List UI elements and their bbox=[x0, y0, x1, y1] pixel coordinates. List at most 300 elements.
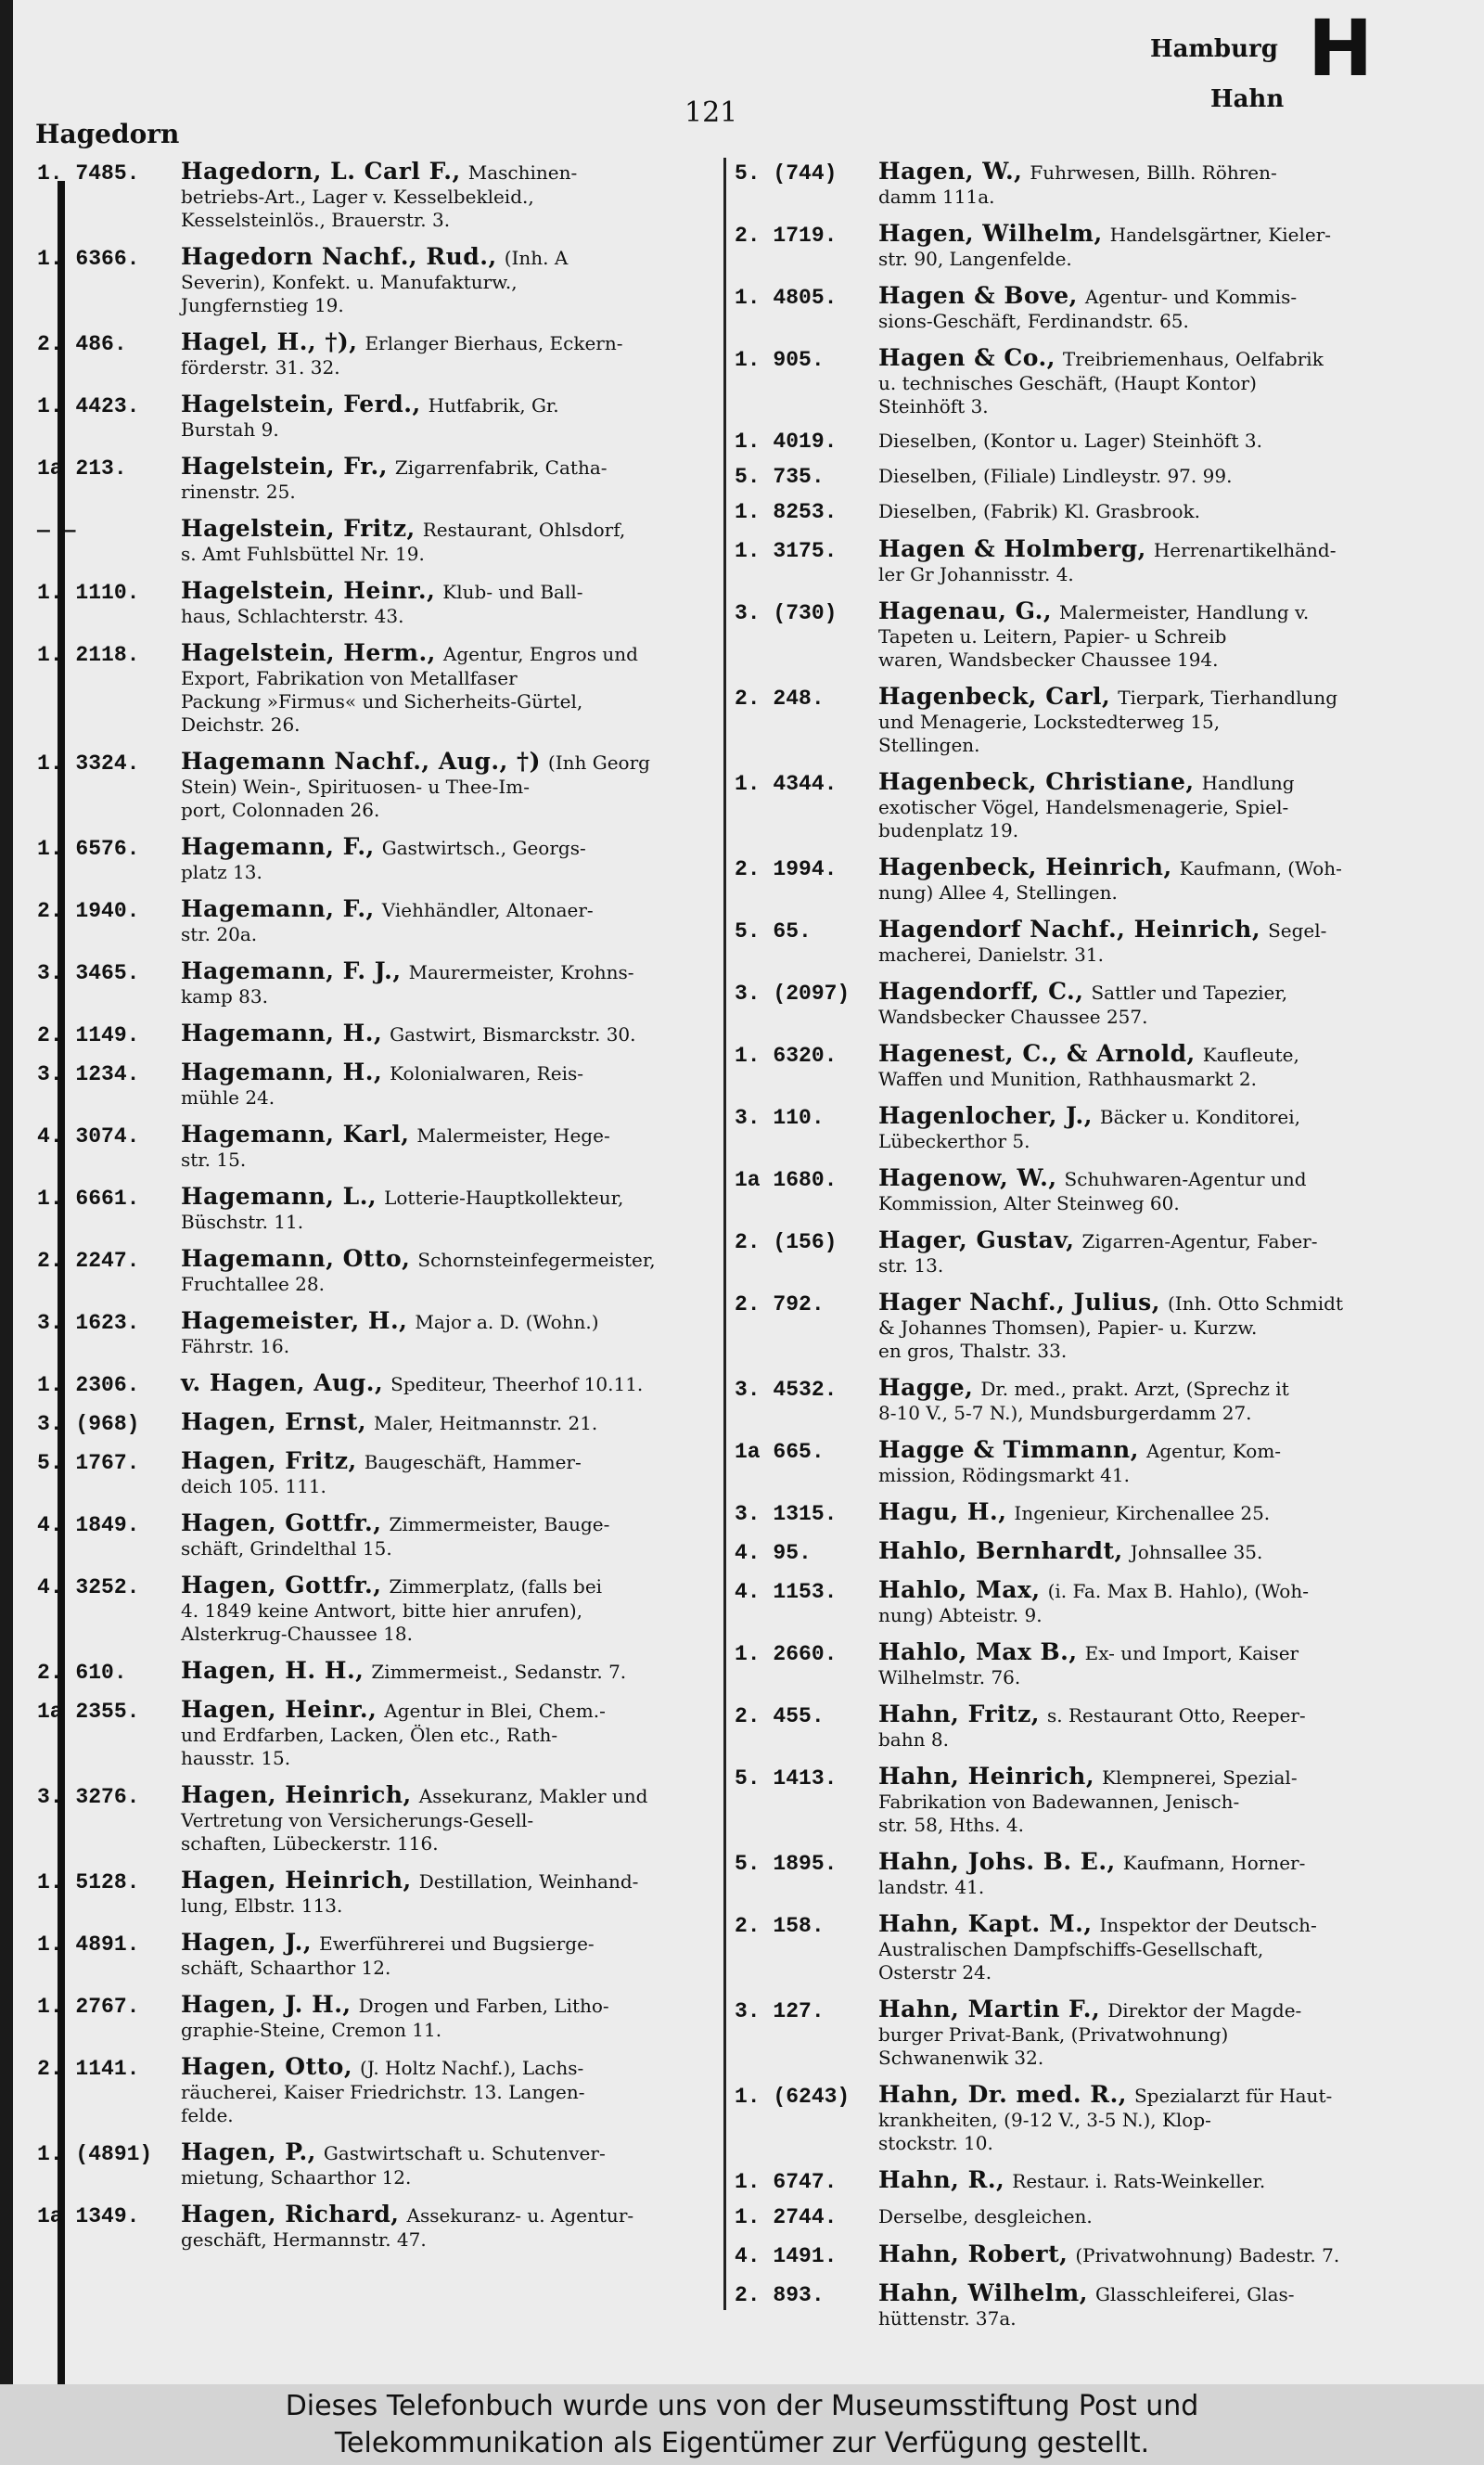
entry-description: Kaufmann, (Woh- bbox=[1179, 857, 1342, 879]
directory-entry bbox=[735, 683, 1449, 757]
entry-description: Tierpark, Tierhandlung bbox=[1118, 687, 1338, 709]
phone-number: 1. 4805. bbox=[735, 286, 838, 310]
entry-description: Malermeister, Handlung v. bbox=[1059, 601, 1310, 623]
entry-description: Zigarrenfabrik, Catha- bbox=[394, 456, 608, 479]
directory-entry bbox=[735, 1848, 1449, 1899]
entry-description: Agentur, Engros und bbox=[442, 643, 638, 665]
entry-continuation: schäft, Schaarthor 12. bbox=[181, 1957, 391, 1979]
entry-continuation: schäft, Grindelthal 15. bbox=[181, 1537, 392, 1560]
entry-description: Ingenieur, Kirchenallee 25. bbox=[1014, 1502, 1271, 1524]
entry-continuation: Tapeten u. Leitern, Papier- u Schreib bbox=[878, 625, 1227, 648]
entry-continuation: Fährstr. 16. bbox=[181, 1335, 290, 1357]
entry-name: Hagge, bbox=[878, 1374, 974, 1401]
entry-continuation: Fabrikation von Badewannen, Jenisch- bbox=[878, 1791, 1240, 1813]
entry-name: Hagenbeck, Christiane, bbox=[878, 768, 1195, 795]
directory-entry bbox=[37, 243, 714, 317]
entry-description: Drogen und Farben, Litho- bbox=[358, 1995, 609, 2017]
entry-continuation: Osterstr 24. bbox=[878, 1961, 992, 1984]
phone-number: 1. 6661. bbox=[37, 1187, 140, 1211]
entry-description: Agentur, Kom- bbox=[1145, 1440, 1282, 1462]
directory-entry bbox=[735, 597, 1449, 672]
entry-description: Zimmermeist., Sedanstr. 7. bbox=[371, 1661, 627, 1683]
phone-number: 2. 1719. bbox=[735, 224, 838, 248]
entry-description: Treibriemenhaus, Oelfabrik bbox=[1062, 348, 1324, 370]
entry-continuation: mühle 24. bbox=[181, 1086, 275, 1109]
entry-name: Hagen, J., bbox=[181, 1929, 313, 1956]
entry-continuation: kamp 83. bbox=[181, 985, 268, 1008]
entry-name: Hagemann, Karl, bbox=[181, 1121, 410, 1148]
entry-name: Hagen, Fritz, bbox=[181, 1447, 357, 1474]
entry-name: Hagemann, H., bbox=[181, 1020, 383, 1046]
phone-number: 3. 3465. bbox=[37, 961, 140, 985]
directory-entry bbox=[735, 1638, 1449, 1689]
entry-continuation: Kommission, Alter Steinweg 60. bbox=[878, 1192, 1180, 1214]
entry-name: Hahn, R., bbox=[878, 2166, 1005, 2193]
phone-number: 3. 110. bbox=[735, 1106, 825, 1130]
entry-continuation: Packung »Firmus« und Sicherheits-Gürtel, bbox=[181, 690, 583, 713]
phone-number: 1. 6576. bbox=[37, 837, 140, 861]
entry-continuation: exotischer Vögel, Handelsmenagerie, Spiel- bbox=[878, 796, 1289, 818]
entry-description: Maurermeister, Krohns- bbox=[408, 961, 634, 983]
phone-number: 5. 1413. bbox=[735, 1766, 838, 1791]
entry-name: Hagu, H., bbox=[878, 1498, 1007, 1525]
entry-description: Ewerführerei und Bugsierge- bbox=[319, 1932, 595, 1955]
phone-number: 2. 1940. bbox=[37, 899, 140, 923]
entry-continuation: burger Privat-Bank, (Privatwohnung) bbox=[878, 2023, 1229, 2046]
entry-continuation: s. Amt Fuhlsbüttel Nr. 19. bbox=[181, 543, 425, 565]
entry-name: Hagenbeck, Carl, bbox=[878, 683, 1111, 710]
entry-continuation: Jungfernstieg 19. bbox=[181, 294, 344, 316]
entry-name: Hahn, Kapt. M., bbox=[878, 1910, 1093, 1937]
entry-description: Klub- und Ball- bbox=[442, 581, 583, 603]
entry-continuation: Stein) Wein-, Spirituosen- u Thee-Im- bbox=[181, 776, 530, 798]
entry-continuation: nung) Allee 4, Stellingen. bbox=[878, 881, 1118, 904]
entry-name: Hagen, Richard, bbox=[181, 2201, 400, 2227]
entry-name: Hagen, J. H., bbox=[181, 1991, 352, 2018]
directory-entry bbox=[37, 1509, 714, 1560]
phone-number: 1. (6243) bbox=[735, 2085, 851, 2109]
entry-name: Hagen, Ernst, bbox=[181, 1408, 367, 1435]
city-heading: Hamburg bbox=[1150, 35, 1278, 63]
phone-number: 1a 213. bbox=[37, 456, 127, 481]
directory-entry bbox=[735, 1910, 1449, 1984]
entry-continuation: Lübeckerthor 5. bbox=[878, 1130, 1030, 1152]
entry-description: Assekuranz, Makler und bbox=[418, 1785, 648, 1807]
entry-description: Herrenartikelhänd- bbox=[1153, 539, 1337, 561]
entry-name: Hagen & Bove, bbox=[878, 282, 1078, 309]
entry-name: Hahn, Robert, bbox=[878, 2240, 1068, 2267]
directory-entry bbox=[735, 854, 1449, 905]
phone-number: 2. 610. bbox=[37, 1661, 127, 1685]
entry-description: Agentur- und Kommis- bbox=[1084, 286, 1298, 308]
entry-name: Hagenlocher, J., bbox=[878, 1102, 1093, 1129]
entry-continuation: hüttenstr. 37a. bbox=[878, 2307, 1017, 2330]
entry-continuation: Kesselsteinlös., Brauerstr. 3. bbox=[181, 209, 451, 231]
directory-entry bbox=[37, 1696, 714, 1770]
phone-number: 1. 3175. bbox=[735, 539, 838, 563]
entry-name: Hahn, Dr. med. R., bbox=[878, 2081, 1127, 2108]
directory-entry bbox=[735, 2240, 1449, 2268]
entry-continuation: Waffen und Munition, Rathhausmarkt 2. bbox=[878, 1068, 1258, 1090]
phone-number: 4. 95. bbox=[735, 1541, 812, 1565]
entry-continuation: 4. 1849 keine Antwort, bitte hier anrufen), bbox=[181, 1599, 582, 1622]
directory-entry bbox=[37, 1408, 714, 1436]
entry-description: (i. Fa. Max B. Hahlo), (Woh- bbox=[1047, 1580, 1309, 1602]
entry-description: Restaur. i. Rats-Weinkeller. bbox=[1012, 2170, 1266, 2192]
entry-continuation: förderstr. 31. 32. bbox=[181, 356, 340, 379]
directory-entry bbox=[37, 1657, 714, 1685]
entry-continuation: geschäft, Hermannstr. 47. bbox=[181, 2228, 427, 2251]
directory-entry bbox=[37, 833, 714, 884]
phone-number: 1a 1349. bbox=[37, 2204, 140, 2228]
entry-continuation: port, Colonnaden 26. bbox=[181, 799, 380, 821]
entry-description: Dieselben, (Kontor u. Lager) Steinhöft 3. bbox=[878, 430, 1262, 452]
phone-number: 3. 3276. bbox=[37, 1785, 140, 1809]
directory-entry bbox=[735, 1289, 1449, 1363]
entry-description: Major a. D. (Wohn.) bbox=[415, 1311, 599, 1333]
entry-description: Malermeister, Hege- bbox=[416, 1124, 610, 1147]
entry-name: Hagendorff, C., bbox=[878, 978, 1084, 1005]
directory-entry bbox=[735, 535, 1449, 586]
entry-description: (Inh Georg bbox=[547, 751, 650, 774]
phone-number: 1. 6747. bbox=[735, 2170, 838, 2194]
entry-continuation: Severin), Konfekt. u. Manufakturw., bbox=[181, 271, 518, 293]
entry-description: Dr. med., prakt. Arzt, (Sprechz it bbox=[980, 1378, 1289, 1400]
entry-name: Hagen, W., bbox=[878, 158, 1023, 185]
entry-description: Sattler und Tapezier, bbox=[1091, 982, 1288, 1004]
entry-continuation: damm 111a. bbox=[878, 186, 995, 208]
entry-description: Spezialarzt für Haut- bbox=[1133, 2085, 1333, 2107]
directory-entry bbox=[735, 220, 1449, 271]
directory-entry bbox=[735, 978, 1449, 1029]
entry-name: Hagenau, G., bbox=[878, 597, 1053, 624]
entry-continuation: Schwanenwik 32. bbox=[878, 2047, 1044, 2069]
phone-number: 1. (4891) bbox=[37, 2142, 153, 2166]
phone-number: 3. 127. bbox=[735, 1999, 825, 2023]
entry-description: (J. Holtz Nachf.), Lachs- bbox=[360, 2057, 584, 2079]
entry-description: (Privatwohnung) Badestr. 7. bbox=[1075, 2244, 1340, 2266]
entry-description: Lotterie-Hauptkollekteur, bbox=[384, 1187, 624, 1209]
entry-description: Fuhrwesen, Billh. Röhren- bbox=[1030, 161, 1277, 184]
directory-entry bbox=[735, 1763, 1449, 1837]
entry-description: Destillation, Weinhand- bbox=[418, 1870, 639, 1893]
entry-name: Hagenest, C., & Arnold, bbox=[878, 1040, 1196, 1067]
directory-entry bbox=[37, 639, 714, 737]
entry-continuation: waren, Wandsbecker Chaussee 194. bbox=[878, 648, 1219, 671]
entry-description: Viehhändler, Altonaer- bbox=[381, 899, 594, 921]
directory-entry bbox=[735, 1102, 1449, 1153]
entry-description: Erlanger Bierhaus, Eckern- bbox=[365, 332, 623, 354]
entry-continuation: Vertretung von Versicherungs-Gesell- bbox=[181, 1809, 534, 1831]
phone-number: 2. 1994. bbox=[735, 857, 838, 881]
entry-continuation: Export, Fabrikation von Metallfaser bbox=[181, 667, 518, 689]
phone-number: 1. 2118. bbox=[37, 643, 140, 667]
entry-name: Hagemann, F. J., bbox=[181, 957, 402, 984]
entry-continuation: macherei, Danielstr. 31. bbox=[878, 944, 1104, 966]
directory-entry bbox=[735, 158, 1449, 209]
footer-line-2: Telekommunikation als Eigentümer zur Verfügung gestellt. bbox=[334, 2427, 1150, 2459]
entry-continuation: schaften, Lübeckerstr. 116. bbox=[181, 1832, 439, 1855]
directory-entry bbox=[37, 158, 714, 232]
entry-description: Spediteur, Theerhof 10.11. bbox=[390, 1373, 644, 1395]
entry-continuation: Steinhöft 3. bbox=[878, 395, 989, 417]
entry-continuation: str. 13. bbox=[878, 1254, 944, 1277]
left-running-head: Hagedorn bbox=[35, 119, 180, 149]
entry-name: Hagen, Gottfr., bbox=[181, 1509, 382, 1536]
phone-number: 3. (730) bbox=[735, 601, 838, 625]
entry-continuation: landstr. 41. bbox=[878, 1876, 985, 1898]
entry-continuation: haus, Schlachterstr. 43. bbox=[181, 605, 404, 627]
entry-continuation: und Erdfarben, Lacken, Ölen etc., Rath- bbox=[181, 1724, 558, 1746]
directory-entry bbox=[735, 2205, 1449, 2229]
phone-number: 2. 2247. bbox=[37, 1249, 140, 1273]
footer-notice bbox=[0, 2384, 1484, 2465]
directory-entry bbox=[735, 1701, 1449, 1752]
entry-description: Klempnerei, Spezial- bbox=[1102, 1766, 1298, 1789]
entry-continuation: & Johannes Thomsen), Papier- u. Kurzw. bbox=[878, 1316, 1258, 1339]
entry-continuation: krankheiten, (9-12 V., 3-5 N.), Klop- bbox=[878, 2109, 1211, 2131]
phone-number: 4. 3252. bbox=[37, 1575, 140, 1599]
entry-name: Hagemann Nachf., Aug., †) bbox=[181, 748, 541, 775]
entry-name: Hagemann, F., bbox=[181, 895, 375, 922]
entry-name: Hagelstein, Fritz, bbox=[181, 515, 416, 542]
entry-description: Segel- bbox=[1268, 919, 1327, 942]
entry-continuation: graphie-Steine, Cremon 11. bbox=[181, 2019, 442, 2041]
entry-description: Inspektor der Deutsch- bbox=[1099, 1914, 1317, 1936]
entry-description: Assekuranz- u. Agentur- bbox=[406, 2204, 634, 2227]
directory-entry bbox=[37, 957, 714, 1008]
entry-description: Dieselben, (Fabrik) Kl. Grasbrook. bbox=[878, 500, 1200, 522]
entry-continuation: rinenstr. 25. bbox=[181, 481, 296, 503]
entry-name: Hahlo, Bernhardt, bbox=[878, 1537, 1123, 1564]
phone-number: 2. 248. bbox=[735, 687, 825, 711]
entry-name: Hagen & Holmberg, bbox=[878, 535, 1146, 562]
entry-continuation: mietung, Schaarthor 12. bbox=[181, 2166, 412, 2189]
directory-entry bbox=[735, 1576, 1449, 1627]
phone-number: 3. (968) bbox=[37, 1412, 140, 1436]
directory-entry bbox=[37, 1121, 714, 1172]
entry-name: Hagemann, Otto, bbox=[181, 1245, 411, 1272]
phone-number: 1. 905. bbox=[735, 348, 825, 372]
book-spine bbox=[0, 0, 13, 2384]
phone-number: 2. 792. bbox=[735, 1292, 825, 1316]
directory-entry bbox=[37, 1867, 714, 1918]
directory-entry bbox=[37, 1781, 714, 1855]
directory-entry bbox=[735, 465, 1449, 489]
entry-name: Hagen, Heinrich, bbox=[181, 1867, 412, 1894]
entry-name: Hahlo, Max B., bbox=[878, 1638, 1078, 1665]
directory-entry bbox=[735, 2279, 1449, 2330]
directory-entry bbox=[37, 1245, 714, 1296]
entry-description: Zigarren-Agentur, Faber- bbox=[1081, 1230, 1318, 1252]
entry-continuation: stockstr. 10. bbox=[878, 2132, 993, 2154]
entry-name: Hagen, Wilhelm, bbox=[878, 220, 1103, 247]
phone-number: 1. 4423. bbox=[37, 394, 140, 418]
entry-continuation: hausstr. 15. bbox=[181, 1747, 291, 1769]
directory-entry bbox=[735, 1436, 1449, 1487]
entry-continuation: en gros, Thalstr. 33. bbox=[878, 1340, 1068, 1362]
entry-name: Hagelstein, Heinr., bbox=[181, 577, 436, 604]
directory-entry bbox=[37, 2053, 714, 2127]
directory-entry bbox=[37, 1307, 714, 1358]
entry-continuation: str. 15. bbox=[181, 1149, 247, 1171]
entry-name: Hagen, Heinr., bbox=[181, 1696, 377, 1723]
directory-entry bbox=[37, 1572, 714, 1646]
directory-entry bbox=[37, 577, 714, 628]
entry-name: Hagen, H. H., bbox=[181, 1657, 365, 1684]
right-running-head: Hahn bbox=[1210, 85, 1285, 113]
entry-description: Gastwirt, Bismarckstr. 30. bbox=[390, 1023, 636, 1046]
entry-description: Gastwirtsch., Georgs- bbox=[381, 837, 586, 859]
entry-continuation: Deichstr. 26. bbox=[181, 713, 301, 736]
entry-continuation: deich 105. 111. bbox=[181, 1475, 326, 1497]
entry-description: Schornsteinfegermeister, bbox=[417, 1249, 656, 1271]
directory-entry bbox=[37, 1020, 714, 1047]
phone-number: 5. (744) bbox=[735, 161, 838, 186]
directory-entry bbox=[735, 768, 1449, 842]
phone-number: 5. 1767. bbox=[37, 1451, 140, 1475]
entry-continuation: str. 58, Hths. 4. bbox=[878, 1814, 1024, 1836]
phone-number: 1a 665. bbox=[735, 1440, 825, 1464]
entry-name: Hahlo, Max, bbox=[878, 1576, 1041, 1603]
phone-number: 1. 2306. bbox=[37, 1373, 140, 1397]
entry-description: Maschinen- bbox=[467, 161, 578, 184]
entry-continuation: Fruchtallee 28. bbox=[181, 1273, 325, 1295]
directory-entry bbox=[37, 453, 714, 504]
entry-description: Kaufleute, bbox=[1202, 1044, 1299, 1066]
phone-number: 4. 3074. bbox=[37, 1124, 140, 1149]
phone-number: 1. 1110. bbox=[37, 581, 140, 605]
entry-continuation: Stellingen. bbox=[878, 734, 980, 756]
phone-number: 5. 1895. bbox=[735, 1852, 838, 1876]
phone-number: 1. 8253. bbox=[735, 500, 838, 524]
phone-number: 2. 486. bbox=[37, 332, 127, 356]
phone-number: — — bbox=[37, 519, 76, 543]
phone-number: 1. 4019. bbox=[735, 430, 838, 454]
phone-number: 3. 4532. bbox=[735, 1378, 838, 1402]
directory-entry bbox=[37, 1929, 714, 1980]
entry-description: Kolonialwaren, Reis- bbox=[390, 1062, 583, 1085]
phone-number: 2. 1141. bbox=[37, 2057, 140, 2081]
directory-entry bbox=[37, 328, 714, 379]
entry-continuation: Wandsbecker Chaussee 257. bbox=[878, 1006, 1148, 1028]
phone-number: 2. 893. bbox=[735, 2283, 825, 2307]
page-number: 121 bbox=[684, 96, 738, 129]
entry-continuation: platz 13. bbox=[181, 861, 262, 883]
entry-name: Hagel, H., †), bbox=[181, 328, 358, 355]
entry-continuation: ler Gr Johannisstr. 4. bbox=[878, 563, 1074, 585]
phone-number: 4. 1491. bbox=[735, 2244, 838, 2268]
directory-entry bbox=[37, 1059, 714, 1110]
entry-continuation: lung, Elbstr. 113. bbox=[181, 1894, 343, 1917]
entry-name: Hagelstein, Ferd., bbox=[181, 391, 421, 417]
directory-entry bbox=[735, 1374, 1449, 1425]
directory-entry bbox=[735, 916, 1449, 967]
entry-description: Zimmerplatz, (falls bei bbox=[389, 1575, 603, 1598]
directory-entry bbox=[735, 2166, 1449, 2194]
entry-continuation: 8-10 V., 5-7 N.), Mundsburgerdamm 27. bbox=[878, 1402, 1252, 1424]
entry-description: Handelsgärtner, Kieler- bbox=[1109, 224, 1332, 246]
entry-name: Hagemeister, H., bbox=[181, 1307, 408, 1334]
entry-description: Schuhwaren-Agentur und bbox=[1064, 1168, 1307, 1190]
entry-name: Hagenow, W., bbox=[878, 1164, 1057, 1191]
directory-entry bbox=[37, 1991, 714, 2042]
directory-entry bbox=[37, 391, 714, 442]
entry-description: Kaufmann, Horner- bbox=[1122, 1852, 1306, 1874]
entry-description: Johnsallee 35. bbox=[1130, 1541, 1263, 1563]
entry-description: (Inh. Otto Schmidt bbox=[1167, 1292, 1344, 1315]
phone-number: 1. 2767. bbox=[37, 1995, 140, 2019]
phone-number: 2. 455. bbox=[735, 1704, 825, 1728]
directory-entry bbox=[735, 1537, 1449, 1565]
directory-entry bbox=[735, 282, 1449, 333]
phone-number: 5. 65. bbox=[735, 919, 812, 944]
entry-description: Bäcker u. Konditorei, bbox=[1099, 1106, 1300, 1128]
entry-name: Hagedorn Nachf., Rud., bbox=[181, 243, 497, 270]
entry-name: Hahn, Martin F., bbox=[878, 1996, 1101, 2022]
right-column bbox=[735, 158, 1449, 2342]
directory-entry bbox=[37, 748, 714, 822]
phone-number: 3. (2097) bbox=[735, 982, 851, 1006]
entry-continuation: felde. bbox=[181, 2104, 234, 2126]
phone-number: 4. 1153. bbox=[735, 1580, 838, 1604]
entry-description: Restaurant, Ohlsdorf, bbox=[422, 519, 626, 541]
phone-number: 1. 7485. bbox=[37, 161, 140, 186]
entry-continuation: Büschstr. 11. bbox=[181, 1211, 304, 1233]
directory-entry bbox=[735, 500, 1449, 524]
footer-line-1: Dieses Telefonbuch wurde uns von der Museumsstiftung Post und bbox=[285, 2390, 1199, 2422]
phone-number: 1a 2355. bbox=[37, 1700, 140, 1724]
entry-continuation: u. technisches Geschäft, (Haupt Kontor) bbox=[878, 372, 1257, 394]
phone-number: 1. 3324. bbox=[37, 751, 140, 776]
entry-description: Derselbe, desgleichen. bbox=[878, 2205, 1093, 2227]
entry-description: Handlung bbox=[1201, 772, 1295, 794]
phone-number: 1. 5128. bbox=[37, 1870, 140, 1894]
directory-entry bbox=[735, 1040, 1449, 1091]
phone-number: 3. 1315. bbox=[735, 1502, 838, 1526]
entry-name: Hager Nachf., Julius, bbox=[878, 1289, 1160, 1316]
entry-continuation: nung) Abteistr. 9. bbox=[878, 1604, 1043, 1626]
entry-continuation: Burstah 9. bbox=[181, 418, 279, 441]
phone-number: 5. 735. bbox=[735, 465, 825, 489]
entry-name: Hagedorn, L. Carl F., bbox=[181, 158, 461, 185]
entry-continuation: sions-Geschäft, Ferdinandstr. 65. bbox=[878, 310, 1189, 332]
entry-continuation: betriebs-Art., Lager v. Kesselbekleid., bbox=[181, 186, 534, 208]
entry-name: Hager, Gustav, bbox=[878, 1226, 1075, 1253]
entry-name: Hagen, P., bbox=[181, 2138, 316, 2165]
phone-number: 1. 2660. bbox=[735, 1642, 838, 1666]
entry-name: Hagemann, F., bbox=[181, 833, 375, 860]
phone-number: 1. 2744. bbox=[735, 2205, 838, 2229]
section-letter: H bbox=[1308, 3, 1374, 94]
entry-continuation: Australischen Dampfschiffs-Gesellschaft, bbox=[878, 1938, 1264, 1960]
directory-entry bbox=[735, 344, 1449, 418]
directory-entry bbox=[735, 1164, 1449, 1215]
entry-continuation: und Menagerie, Lockstedterweg 15, bbox=[878, 711, 1221, 733]
entry-continuation: budenplatz 19. bbox=[878, 819, 1019, 841]
entry-description: Dieselben, (Filiale) Lindleystr. 97. 99. bbox=[878, 465, 1233, 487]
directory-entry bbox=[735, 1996, 1449, 2070]
entry-name: Hagelstein, Fr., bbox=[181, 453, 388, 480]
entry-name: Hagelstein, Herm., bbox=[181, 639, 436, 666]
entry-description: Glasschleiferei, Glas- bbox=[1094, 2283, 1295, 2305]
entry-name: Hagemann, L., bbox=[181, 1183, 377, 1210]
phone-number: 2. (156) bbox=[735, 1230, 838, 1254]
entry-description: (Inh. A bbox=[504, 247, 569, 269]
directory-entry bbox=[735, 2081, 1449, 2155]
phone-number: 3. 1234. bbox=[37, 1062, 140, 1086]
phone-number: 2. 158. bbox=[735, 1914, 825, 1938]
